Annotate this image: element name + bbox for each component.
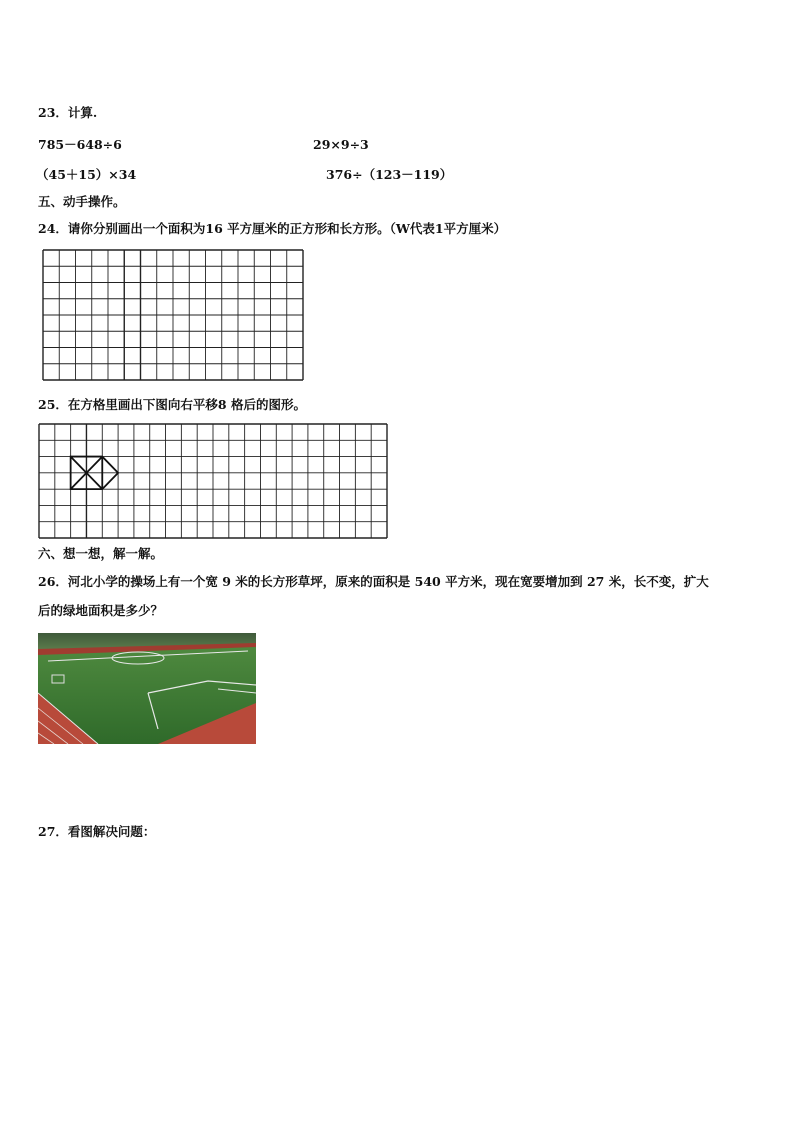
section-5-heading: 五、动手操作。 [38, 194, 126, 209]
q26-text-line-1: 26．河北小学的操场上有一个宽 9 米的长方形草坪，原来的面积是 540 平方米，现在宽要增加到 27 米，长不变，扩大 [38, 574, 709, 589]
q23-expr-3: （45＋15）×34 [36, 167, 137, 182]
q23-expr-4: 376÷（123－119） [326, 167, 453, 182]
section-6-heading: 六、想一想，解一解。 [38, 546, 164, 561]
q23-expr-1: 785－648÷6 [38, 137, 122, 152]
q24-grid [42, 249, 304, 381]
q25-text: 25．在方格里画出下图向右平移8 格后的图形。 [38, 397, 306, 412]
sports-field-photo [38, 633, 256, 744]
q27-text: 27．看图解决问题： [38, 824, 156, 839]
q25-grid [38, 423, 388, 539]
q24-text: 24．请你分别画出一个面积为16 平方厘米的正方形和长方形。（W代表1平方厘米） [38, 221, 507, 236]
q26-text-line-2: 后的绿地面积是多少？ [38, 603, 164, 618]
q23-title: 23．计算. [38, 105, 98, 120]
q23-expr-2: 29×9÷3 [313, 137, 369, 152]
